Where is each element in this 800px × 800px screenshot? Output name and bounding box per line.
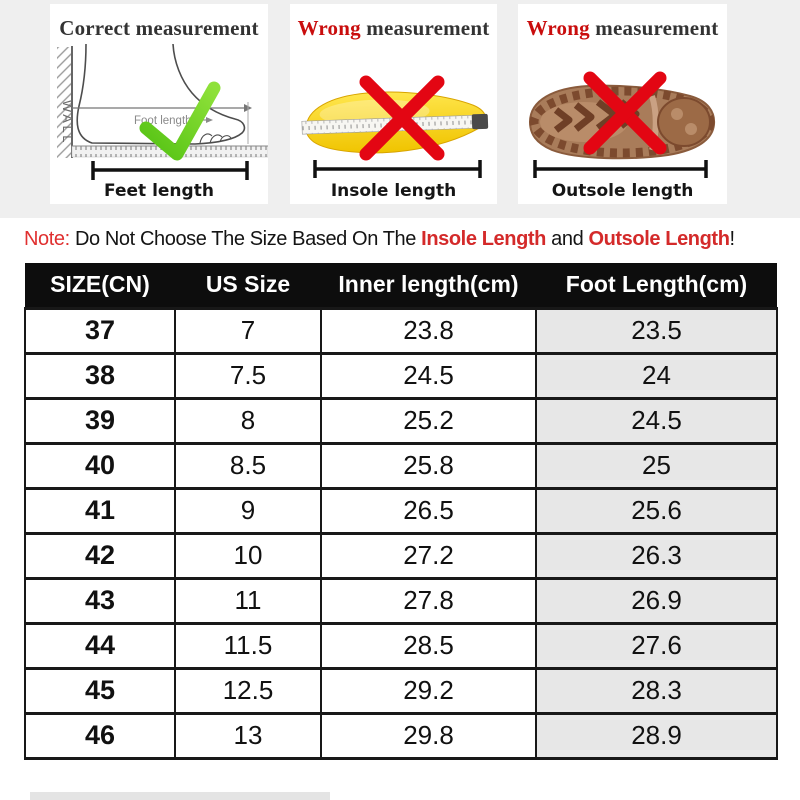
size-cn-cell: 43 <box>25 578 175 623</box>
panel-title <box>290 16 497 41</box>
foot-outline <box>77 44 244 144</box>
panel-title <box>518 16 727 41</box>
panel-title <box>50 16 268 41</box>
table-row <box>25 308 777 353</box>
size-cn-cell: 44 <box>25 623 175 668</box>
panel-title-word1: Wrong <box>297 16 361 40</box>
note-segment: Note: <box>24 228 75 250</box>
size-cn-cell: 46 <box>25 713 175 758</box>
us-size-cell: 13 <box>175 713 321 758</box>
inner-length-cell: 29.8 <box>321 713 536 758</box>
size-cn-cell: 41 <box>25 488 175 533</box>
table-row <box>25 488 777 533</box>
foot-length-cell: 26.3 <box>536 533 777 578</box>
foot-length-cell: 27.6 <box>536 623 777 668</box>
us-size-cell: 7 <box>175 308 321 353</box>
inner-length-cell: 24.5 <box>321 353 536 398</box>
header-cell: Foot Length(cm) <box>536 263 777 308</box>
foot-length-cell: 24.5 <box>536 398 777 443</box>
heel-block <box>658 98 710 146</box>
us-size-cell: 7.5 <box>175 353 321 398</box>
us-size-cell: 10 <box>175 533 321 578</box>
panel-correct-measurement <box>50 4 268 204</box>
inner-length-cell: 23.8 <box>321 308 536 353</box>
foot-length-label: Foot length <box>134 115 192 127</box>
table-row <box>25 578 777 623</box>
foot-length-cell: 25 <box>536 443 777 488</box>
note-segment: Outsole Length <box>588 228 730 250</box>
size-table <box>24 263 778 760</box>
us-size-cell: 8.5 <box>175 443 321 488</box>
size-cn-cell: 45 <box>25 668 175 713</box>
insole-illustration <box>290 44 497 202</box>
note-segment: and <box>545 228 589 250</box>
foot-length-cell: 25.6 <box>536 488 777 533</box>
table-row <box>25 353 777 398</box>
tape-end <box>472 114 489 130</box>
table-header-row <box>25 263 777 308</box>
outsole-illustration <box>518 44 727 202</box>
inner-length-cell: 27.2 <box>321 533 536 578</box>
foot-length-cell: 28.9 <box>536 713 777 758</box>
wall-label: WALL <box>60 100 75 145</box>
us-size-cell: 9 <box>175 488 321 533</box>
panel-title-word1: Wrong <box>526 16 590 40</box>
panel-title-word2: measurement <box>366 16 490 40</box>
note-segment: Insole Length <box>421 228 546 250</box>
header-cell: Inner length(cm) <box>321 263 536 308</box>
feet-length-bracket <box>93 161 247 180</box>
panel-caption: Feet length <box>104 181 214 201</box>
insole-length-bracket <box>315 160 480 178</box>
panel-title-word1: Correct <box>59 16 131 40</box>
us-size-cell: 11.5 <box>175 623 321 668</box>
note-segment: ! <box>729 228 735 250</box>
table-row <box>25 443 777 488</box>
inner-length-cell: 28.5 <box>321 623 536 668</box>
size-cn-cell: 38 <box>25 353 175 398</box>
panel-wrong-outsole <box>518 4 727 204</box>
us-size-cell: 12.5 <box>175 668 321 713</box>
size-cn-cell: 40 <box>25 443 175 488</box>
panel-caption: Insole length <box>330 181 457 201</box>
table-row <box>25 533 777 578</box>
table-row <box>25 668 777 713</box>
inner-length-cell: 25.2 <box>321 398 536 443</box>
size-cn-cell: 39 <box>25 398 175 443</box>
inner-length-cell: 26.5 <box>321 488 536 533</box>
foot-measurement-illustration <box>50 44 268 202</box>
watermark-strip <box>30 792 330 800</box>
size-cn-cell: 37 <box>25 308 175 353</box>
outsole-length-bracket <box>535 160 706 178</box>
header-cell: US Size <box>175 263 321 308</box>
panel-title-word2: measurement <box>595 16 719 40</box>
note-segment: Do Not Choose The Size Based On The <box>74 228 422 250</box>
panel-title-word2: measurement <box>135 16 259 40</box>
inner-length-cell: 27.8 <box>321 578 536 623</box>
table-row <box>25 713 777 758</box>
size-cn-cell: 42 <box>25 533 175 578</box>
measurement-guide-section <box>0 0 800 218</box>
table-row <box>25 623 777 668</box>
inner-length-cell: 25.8 <box>321 443 536 488</box>
warning-note <box>24 228 784 251</box>
us-size-cell: 8 <box>175 398 321 443</box>
foot-length-cell: 28.3 <box>536 668 777 713</box>
panel-caption: Outsole length <box>551 181 694 201</box>
table-row <box>25 398 777 443</box>
inner-length-cell: 29.2 <box>321 668 536 713</box>
foot-length-cell: 24 <box>536 353 777 398</box>
panel-wrong-insole <box>290 4 497 204</box>
foot-length-cell: 23.5 <box>536 308 777 353</box>
us-size-cell: 11 <box>175 578 321 623</box>
header-cell: SIZE(CN) <box>25 263 175 308</box>
foot-length-cell: 26.9 <box>536 578 777 623</box>
